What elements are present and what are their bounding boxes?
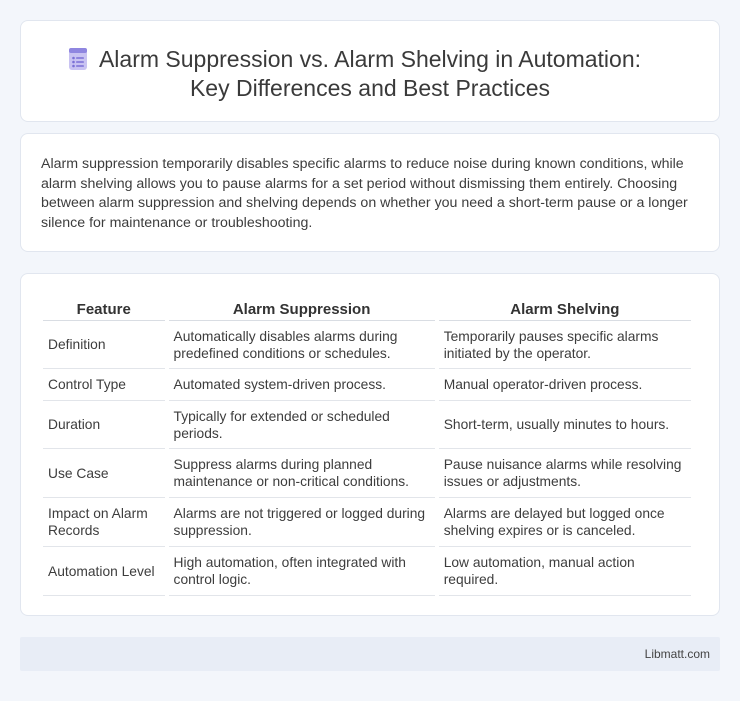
shelving-cell: Low automation, manual action required. (439, 547, 691, 596)
feature-cell: Control Type (43, 369, 165, 401)
suppression-cell: Typically for extended or scheduled periods. (169, 401, 435, 449)
table-row (43, 369, 691, 401)
shelving-cell: Alarms are delayed but logged once shelving expires or is canceled. (439, 498, 691, 547)
title-card (20, 20, 720, 122)
page-title-line-2: Key Differences and Best Practices (189, 75, 551, 101)
page-title-line-1: Alarm Suppression vs. Alarm Shelving in Automation: (98, 46, 642, 72)
page-title (21, 45, 719, 103)
intro-paragraph: Alarm suppression temporarily disables specific alarms to reduce noise during known conditions, while alarm shelving allows you to pause alarms for a set period without dismissing them entirely. Choosing between alarm suppression and shelving depends on whether you need a short-term pause or a longer silence for maintenance or troubleshooting. (41, 156, 688, 231)
suppression-cell: Automatically disables alarms during predefined conditions or schedules. (169, 321, 435, 369)
shelving-cell: Short-term, usually minutes to hours. (439, 401, 691, 449)
table-header-row (43, 296, 691, 321)
suppression-cell: Automated system-driven process. (169, 369, 435, 401)
feature-cell: Automation Level (43, 547, 165, 596)
suppression-cell: Suppress alarms during planned maintenance or non-critical conditions. (169, 449, 435, 498)
feature-cell: Duration (43, 401, 165, 449)
shelving-cell: Manual operator-driven process. (439, 369, 691, 401)
table-row (43, 449, 691, 498)
shelving-cell: Pause nuisance alarms while resolving issues or adjustments. (439, 449, 691, 498)
column-header-shelving: Alarm Shelving (439, 296, 691, 321)
column-header-suppression: Alarm Suppression (169, 296, 435, 321)
footer-site-link[interactable]: Libmatt.com (644, 647, 710, 661)
comparison-card (20, 273, 720, 616)
suppression-cell: High automation, often integrated with control logic. (169, 547, 435, 596)
feature-cell: Definition (43, 321, 165, 369)
suppression-cell: Alarms are not triggered or logged during suppression. (169, 498, 435, 547)
shelving-cell: Temporarily pauses specific alarms initiated by the operator. (439, 321, 691, 369)
feature-cell: Use Case (43, 449, 165, 498)
table-row (43, 321, 691, 369)
table-row (43, 498, 691, 547)
comparison-table (39, 296, 695, 596)
table-row (43, 401, 691, 449)
table-row (43, 547, 691, 596)
feature-cell: Impact on Alarm Records (43, 498, 165, 547)
intro-card (20, 133, 720, 252)
column-header-feature: Feature (43, 296, 165, 321)
footer-bar (20, 637, 720, 671)
